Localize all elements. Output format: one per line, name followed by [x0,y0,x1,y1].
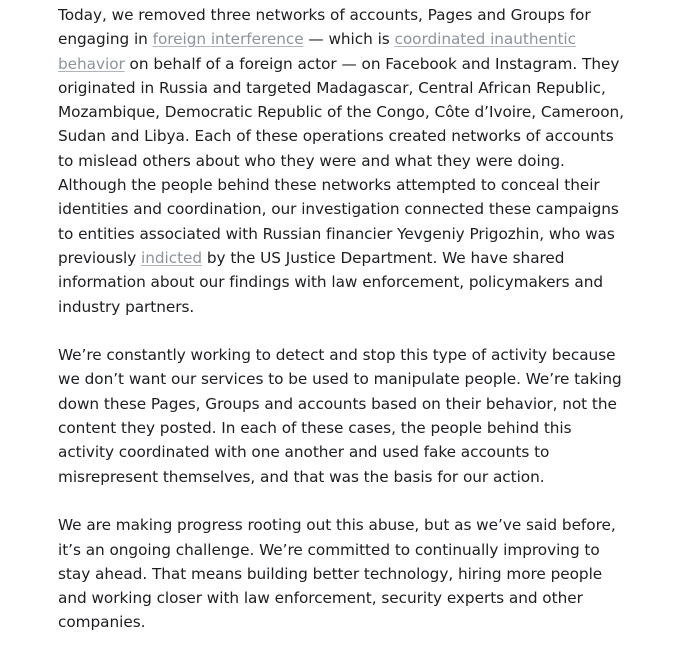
paragraph-1-text-d: by the US Justice Department. We have shared information about our findings with law enforcement, policymakers and industry partners. [58,248,604,316]
paragraph-1-text-c: on behalf of a foreign actor — on Facebook and Instagram. They originated in Russia and targeted Madagascar, Central African Republic, Mozambique, Democratic Republic of the Congo, Côte d’Ivoire, Cameroon, Sudan and Libya. Each of these operations created networks of accounts to mislead others about who they were and what they were doing. Although the people behind these networks attempted to conceal their identities and coordination, our investigation connected these campaigns to entities associated with Russian financier Yevgeniy Prigozhin, who was previously [58,54,624,267]
article-body [58,3,624,659]
foreign-interference-link[interactable]: foreign interference [152,30,304,49]
paragraph-3: We are making progress rooting out this abuse, but as we’ve said before, it’s an ongoing challenge. We’re committed to continually improving to stay ahead. That means building better technology, hiring more people and working closer with law enforcement, security experts and other companies. [58,516,616,632]
paragraph-1 [58,3,624,319]
paragraph-1-text-b: — which is [303,30,395,49]
paragraph-1-text-a: Today, we removed three networks of accounts, Pages and Groups for engaging in [58,6,591,49]
coordinated-inauthentic-behavior-link[interactable]: coordinated inauthentic behavior [58,30,576,73]
indicted-link[interactable]: indicted [141,248,203,267]
paragraph-2: We’re constantly working to detect and stop this type of activity because we don’t want our services to be used to manipulate people. We’re taking down these Pages, Groups and accounts based on their behavior, not the content they posted. In each of these cases, the people behind this activity coordinated with one another and used fake accounts to misrepresent themselves, and that was the basis for our action. [58,346,622,486]
